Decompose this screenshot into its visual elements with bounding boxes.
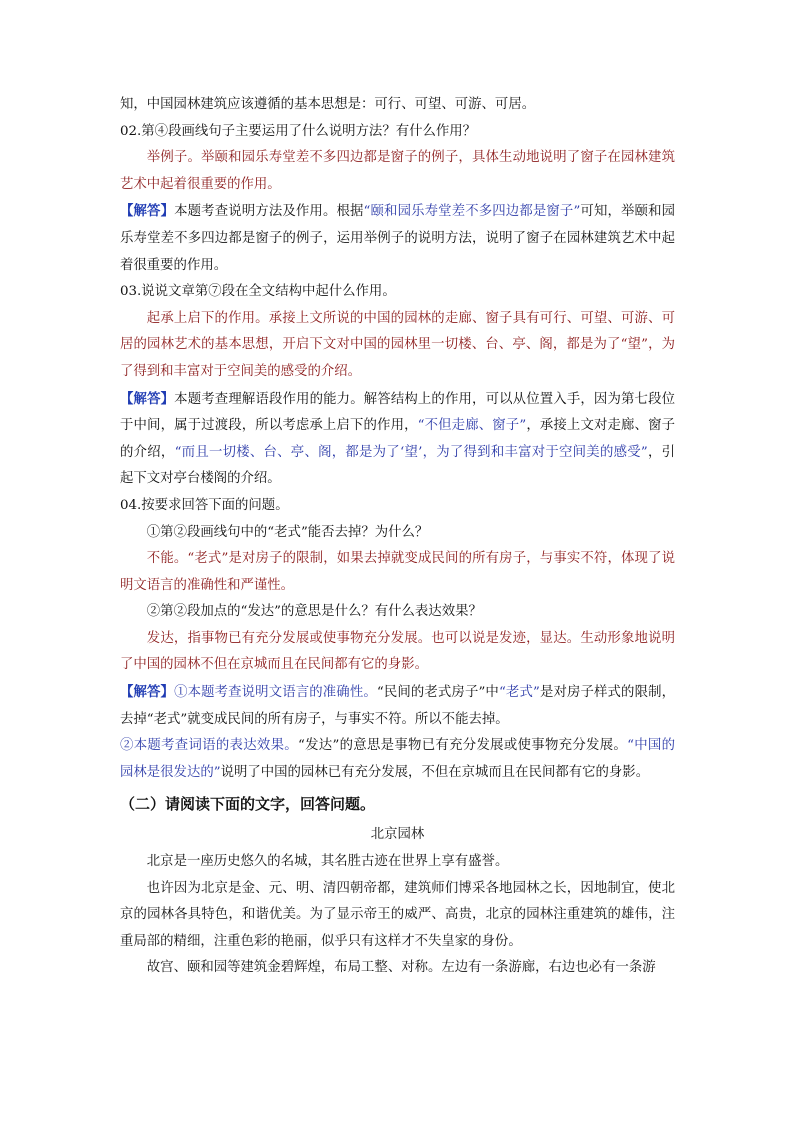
answer-4-2: 发达，指事物已有充分发展或使事物充分发展。也可以说是发迹，显达。生动形象地说明了中国的园林不但在京城而且在民间都有它的身影。: [120, 630, 675, 673]
passage-paragraph-1: 北京是一座历史悠久的名城，其名胜古迹在世界上享有盛誉。: [146, 854, 509, 870]
explanation-text: 可知，举颐和园乐寿堂差不多四边都是窗子的例子，运用举例子的说明方法，说明了窗子在园林建筑艺术中起着很重要的作用。: [120, 204, 675, 273]
explanation-quote: “不但走廊、窗子”: [417, 418, 527, 434]
answer-tag: 【解答】: [120, 390, 175, 407]
section-heading: （二）请阅读下面的文字，回答问题。: [120, 795, 376, 814]
explanation-text: ①本题考查说明文语言的准确性。: [174, 685, 377, 701]
answer-tag: 【解答】: [120, 203, 175, 220]
answer-3: 起承上启下的作用。承接上文所说的中国的园林的走廊、窗子具有可行、可望、可游、可居的园林艺术的基本思想，开启下文对中国的园林里一切楼、台、亭、阁，都是为了“望”，为了得到和丰富对于空间美的感受的介绍。: [120, 310, 675, 379]
passage-title: 北京园林: [370, 827, 425, 843]
question-4-2: ②第②段加点的“发达”的意思是什么？有什么表达效果？: [146, 604, 482, 620]
passage-paragraph-2: 也许因为北京是金、元、明、清四朝帝都，建筑师们博采各地园林之长，因地制宜，使北京的园林各具特色，和谐优美。为了显示帝王的威严、高贵，北京的园林注重建筑的雄伟，注重局部的精细，注重色彩的艳丽，似乎只有这样才不失皇家的身份。: [120, 880, 675, 949]
answer-tag: 【解答】: [120, 684, 175, 701]
question-4-1: ①第②段画线句中的“老式”能否去掉？为什么？: [146, 524, 429, 540]
explanation-quote: “中国的园林是很发达的”: [120, 738, 675, 780]
explanation-text: ，引起下文对亭台楼阁的介绍。: [120, 444, 676, 487]
answer-text: 不能。: [146, 551, 188, 567]
explanation-text: ②本题考查词语的表达效果。: [120, 738, 298, 754]
explanation-quote: “而且一切楼、台、亭、阁，都是为了‘望’，为了得到和丰富对于空间美的感受”: [174, 444, 648, 460]
passage-paragraph-3: 故宫、颐和园等建筑金碧辉煌，布局工整、对称。左边有一条游廊，右边也必有一条游: [146, 960, 656, 976]
document-content: [120, 92, 675, 982]
answer-text: 是对房子的限制，如果去掉就变成民间的所有房子，与事实不符，体现了说明文语言的准确性和严谨性。: [120, 551, 676, 593]
answer-4-1: [120, 546, 675, 599]
question-3: 03.说说文章第⑦段在全文结构中起什么作用。: [120, 284, 396, 300]
explanation-text: 说明了中国的园林已有充分发展，不但在京城而且在民间都有它的身影。: [220, 764, 650, 780]
question-4: 04.按要求回答下面的问题。: [120, 497, 289, 513]
explanation-text: 本题考查理解语段作用的能力。解答结构上的作用，可以从位置入手，因为第七段位于中间，属于过渡段，所以考虑承上启下的作用，: [120, 391, 676, 434]
explanation-text: ，承接上文对走廊、窗子的介绍，: [120, 418, 676, 460]
explanation-quote: “老式”: [498, 685, 540, 701]
explanation-text: 本题考查说明方法及作用。根据: [174, 204, 364, 220]
paragraph-continuation: 知，中国园林建筑应该遵循的基本思想是：可行、可望、可游、可居。: [120, 97, 536, 112]
question-2: 02.第④段画线句子主要运用了什么说明方法？有什么作用？: [120, 123, 477, 139]
explanation-2: [120, 198, 675, 279]
answer-quote: “老式”: [187, 551, 229, 567]
explanation-text: “民间的老式房子”中: [376, 685, 499, 701]
explanation-3: [120, 386, 675, 493]
explanation-text: “发达”的意思是事物已有充分发展或使事物充分发展。: [297, 738, 628, 754]
explanation-text: 是对房子样式的限制，去掉“老式”就变成民间的所有房子，与事实不符。所以不能去掉。: [120, 685, 675, 727]
explanation-quote: “颐和园乐寿堂差不多四边都是窗子”: [363, 204, 581, 220]
explanation-4-1: [120, 679, 675, 733]
answer-2: 举例子。举颐和园乐寿堂差不多四边都是窗子的例子，具体生动地说明了窗子在园林建筑艺术中起着很重要的作用。: [120, 150, 675, 192]
explanation-4-2: [120, 733, 675, 786]
